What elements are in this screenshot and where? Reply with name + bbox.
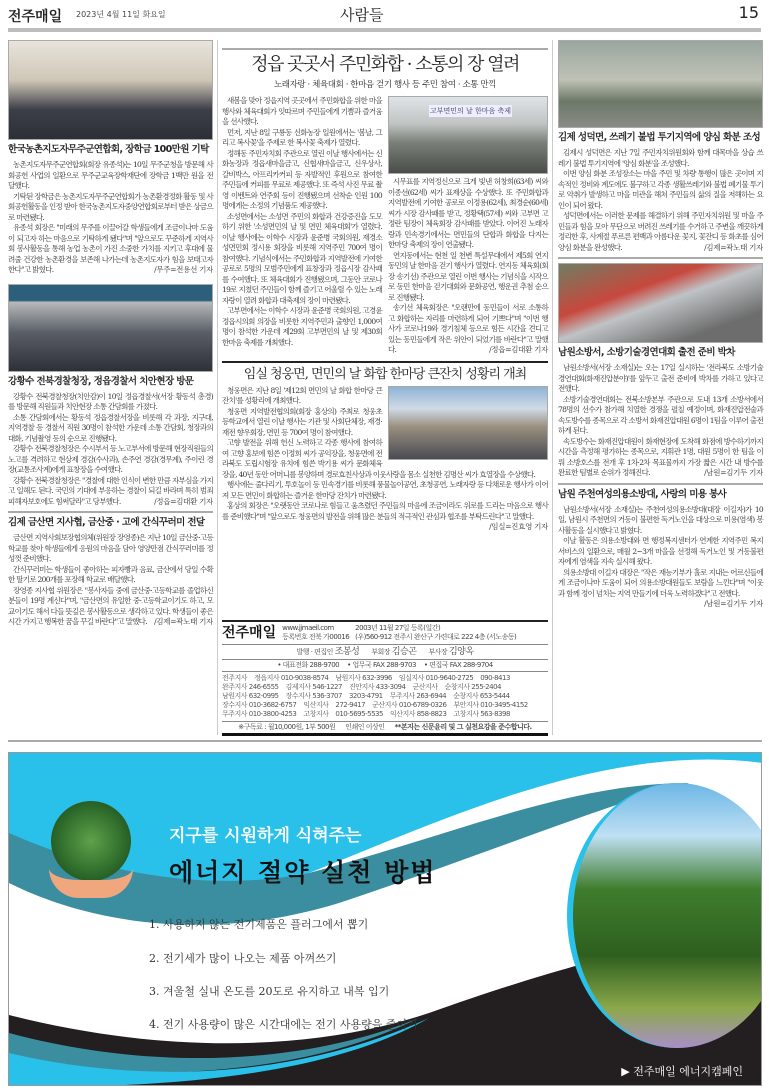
paragraph-text: 의용소방대 이길자 대장은 "작은 재능기부가 홀로 지내는 어르신들에게 조금이나마 도움이 되어 의용소방대원들도 보람을 느낀다"며 "이웃과 함께 정이 넘치는 지역 만들기에 더욱 노력하겠다"고 전했다.	[558, 567, 763, 598]
branch-contact: 익산지사 858-8823	[389, 710, 447, 718]
second-article-body	[222, 386, 548, 533]
branch-contact: 고창지사	[303, 710, 329, 718]
paragraph: 새봄을 맞아 정읍지역 곳곳에서 주민화합을 위한 마을 행사와 체육대회가 잇따르며 주민들에게 기쁨과 즐거움을 선사했다.	[222, 96, 382, 126]
article-body	[8, 392, 213, 508]
article-body	[222, 96, 382, 356]
branch-contact: 전주지사	[222, 674, 248, 682]
main-headline: 정읍 곳곳서 주민화합 · 소통의 장 열려	[251, 54, 519, 75]
branch-contact: 272-9417	[335, 701, 366, 709]
paragraph	[558, 211, 763, 253]
paragraph: 정해동 주민자치회 주관으로 열린 이날 행사에서는 신화농장과 정읍새마을금고, 신협새마을금고, 신우상사, 갈비박스, 아프리카커피 등 자발적인 후원으로 참여한 주민들에 커피를 무료로 제공했다. 또 즉석 사진 무료 촬영 이벤트와 연주회 등이 진행됐으며 선착순 인원 100명에게는 소정의 기념품도 제공했다.	[222, 148, 382, 210]
registration-number: 등록번호 전북 가00016	[282, 633, 350, 641]
branch-contact: 진안지사 433-3094	[348, 683, 406, 691]
ad-title: 에너지 절약 실천 방법	[169, 858, 437, 887]
branch-contact: 무주지사 010-3800-4253	[222, 710, 297, 718]
printer: 인쇄인 이상인	[345, 723, 385, 731]
article-divider	[8, 511, 213, 513]
campaign-label	[621, 1063, 743, 1079]
branch-contact: 군산지사 010-6789-0326	[372, 701, 447, 709]
article-divider	[558, 257, 763, 259]
paragraph: 강황수 전북경찰청장은 수시부서 등 노고부서에 방문해 현장직원들의 노고를 격려하고 현상제 경감(수사과), 손주연 경감(경무계), 주이린 경장(교통조사계)에게 표창장을 수여했다.	[8, 444, 213, 474]
branch-contact: 고창지사 563-8398	[453, 710, 510, 718]
publisher: 발행 · 편집인 조봉성	[296, 647, 360, 657]
branch-contact: 장수지사 536-3707	[285, 692, 342, 700]
tip-item: 1. 사용하지 않는 전기제품은 플러그에서 뽑기	[149, 918, 369, 931]
branch-contact: 무주지사 263-6944	[389, 692, 447, 700]
paragraph: 이날 활동은 의용소방대와 면 행정복지센터가 연계한 지역주민 복지서비스의 일환으로, 매월 2~3개 마을을 선정해 독거노인 및 거동불편자에게 염색을 지속 실시해 왔다.	[558, 536, 763, 566]
tip-item: 3. 겨울철 실내 온도를 20도로 유지하고 내복 입기	[149, 985, 390, 998]
article-headline: 임실 청웅면, 면민의 날 화합 한마당 큰잔치 성황리 개최	[243, 366, 527, 382]
article-headline: 남원소방서, 소방기술경연대회 출전 준비 박차	[558, 347, 735, 358]
paragraph: 소방기술경연대회는 전북소방본부 주관으로 도내 13개 소방서에서 78명의 선수가 참가해 치열한 경쟁을 펼칠 예정이며, 화재진압전술과 속도방수를 종목으로 각 소방서 화재진압대원 6명이 1팀을 이루어 출전하게 된다.	[558, 394, 763, 435]
byline: /남원=김기두 기자	[704, 468, 763, 477]
article-body	[558, 363, 763, 479]
header-rule	[8, 28, 761, 32]
article-headline: 강황수 전북경찰청장, 정읍경찰서 치안현장 방문	[8, 375, 194, 387]
paragraph: 이번 양심 화분 조성장소는 마을 주민 및 차량 통행이 많은 곳이며 지속적인 정비와 계도에도 불구하고 각종 생활쓰레기와 불법 폐기물 투기로 악취가 발생하고 마을 미관을 해쳐 주민들의 삶의 질을 저해하는 요인이 되어 왔다.	[558, 169, 763, 210]
paragraph	[222, 501, 549, 531]
branch-contact: 완주지사 246-6555	[222, 683, 279, 691]
branch-contact: 010-5695-5535	[335, 710, 383, 718]
section-title: 사람들	[340, 6, 384, 24]
tip-item: 2. 전기세가 많이 나오는 제품 아껴쓰기	[149, 952, 337, 965]
branch-contact: 순창지사 255-2404	[444, 683, 501, 691]
branch-contact: 김제지사 546-1227	[285, 683, 342, 691]
address: (우)560-912 전주시 완산구 가련대로 222 4층 (서노송동)	[355, 633, 517, 641]
article-photo	[558, 40, 763, 128]
play-triangle-icon: ▶	[621, 1065, 634, 1078]
article-headline: 김제 금산면 지사협, 금산중 · 고에 간식꾸러미 전달	[8, 517, 205, 528]
vice-president: 부사장 김양옥	[428, 647, 474, 657]
page-number: 15	[738, 3, 759, 22]
subscription-price: ※구독료 : 월10,000원, 1부 500원	[238, 723, 336, 731]
paragraph-text: 성덕면에서는 이러한 문제를 해결하기 위해 주민자치위원 및 마을 주민들과 힘을 모아 무단으로 버려진 쓰레기를 수거하고 주변을 깨끗하게 정리한 후, 사계절 푸르른 편백과 아름다운 꽃지, 꽃잔디 등 화초를 심어 양심 화분을 완성했다.	[558, 211, 763, 252]
main-phone: • 대표전화 288-9700	[277, 661, 340, 669]
campaign-text: 전주매일 에너지캠페인	[633, 1065, 743, 1078]
branch-contact: 순창지사 653-5444	[453, 692, 510, 700]
article-photo	[8, 40, 213, 140]
branch-contact: 군산지사	[412, 683, 438, 691]
business-fax: • 업무국 FAX 288-9703	[347, 661, 416, 669]
paragraph: 간식꾸러미는 학생들이 좋아하는 피자빵과 음료, 금산에서 당일 수확한 딸기로 200개를 포장해 학교로 배달했다.	[8, 564, 213, 584]
branch-contact: 익산지사	[303, 701, 329, 709]
column-divider	[217, 40, 218, 735]
byline: /김제=곽노태 기자	[704, 242, 763, 252]
byline: /김제=곽노태 기자	[154, 617, 213, 626]
paragraph-text: 들의 마음에 조금이라도 위로를 드리는 마음으로 행사를 준비했다"며 "앞으로도 청웅면의 발전을 위해 많은 분들의 적극적인 관심과 협조를 부탁드린다"고 말했다.	[222, 501, 549, 521]
page-divider	[8, 740, 762, 742]
right-column	[558, 40, 763, 610]
paragraph: 남원소방서(서장 소재실)는 주천여성의용소방대(대장 이길자)가 10일, 남원시 주천면의 거동이 불편한 독거노인을 대상으로 미용(염색) 봉사활동을 실시했다고 밝혔다.	[558, 504, 763, 535]
paragraph-text: 장영종 지사협 위원장은 "봉사자들 중에 금산중·고등학교를 졸업하신 분들이 19명 계신다"며, "금산면의 유일한 중·고등학교이기도 하고, 모교이기도 해서 다들 뜻깊은 봉사활동으로 생각하고 있다. 학생들이 좋은 시간 가지고 행복한 꿈을 꾸길 바란다"고 말했다.	[8, 585, 213, 626]
photo-banner-text: 고부면민의 날 한마음 축제	[430, 107, 512, 115]
branch-contact: 남원지사 632-0995	[222, 692, 279, 700]
paragraph	[8, 586, 213, 628]
masthead	[222, 620, 548, 736]
article-divider	[558, 483, 763, 485]
paragraph: 먼저, 지난 8일 구룡동 신화농장 일원에서는 '봄날, 그리고 복사꽃'을 주제로 한 복사꽃 축제가 열렸다.	[222, 127, 382, 147]
article-photo	[558, 263, 763, 343]
article-body	[8, 533, 213, 628]
article-divider	[222, 48, 548, 50]
center-column	[222, 48, 548, 736]
paragraph: 청웅면은 지난 8일 '제12회 면민의 날 화합 한마당 큰잔치'를 성황리에 개최했다.	[222, 385, 382, 405]
paragraph: 청웅면 지역발전협의회(회장 홍상의) 주최로 청웅초등학교에서 열린 이날 행사는 기관 및 사회단체장, 재경·재전 향우회장, 면민 등 700여 명이 참여했다.	[222, 406, 382, 437]
branch-contact: 장수지사 010-3682-6757	[222, 701, 297, 709]
paragraph-text: 유종석 회장은 "미래의 무주를 이끌어갈 학생들에게 조금이나마 도움이 되고자 하는 마음으로 기탁하게 됐다"며 "앞으로도 꾸준하게 지역사회 봉사활동을 통해 농업 농촌이 가진 소중한 가치를 지키고 후대에 물려줄 건강한 농촌환경을 보존해 나가는데 농촌지도자가 힘을 보태고자 한다"고 밝혔다.	[8, 223, 213, 274]
article-body	[558, 505, 763, 610]
branch-contact: 090-8413	[480, 674, 510, 682]
paragraph: 소성면에서는 소성면 주민의 화합과 건강증진을 도모하기 위한 '소성면민의 날 및 면민 체육대회'가 열렸다. 이날 행사에는 이학수 시장과 윤준병 국회의원, 재경소성면민회 정시용 회장을 비롯해 지역주민 700여 명이 참여했다. 기념식에서는 주민화합과 지역발전에 기여한 공로로 5명의 모범주민에게 표창장과 정읍시장 감사패를 수여했다. 또 체육대회가 진행됐으며, 그동안 코로나19로 지쳤던 주민들이 함께 즐기고 어울릴 수 있는 노래자랑이 열려 화합과 대축제의 장이 마련됐다.	[222, 211, 382, 305]
paragraph: 행사에는 줄다리기, 투호놀이 등 민속경기를 비롯해 풍물놀이공연, 초청공연, 노래자랑 등 다채로운 행사가 이어져 모든 면민이 화합하는 즐거운 한마당 잔치가 마련됐다.	[222, 480, 548, 500]
column-divider	[552, 40, 553, 735]
masthead-logo: 전주매일	[222, 625, 277, 641]
paragraph-text: 홍상의 회장은 "오랫동안 코로나로 힘들고 움츠렸던 주민	[227, 501, 393, 510]
article-photo	[388, 96, 548, 174]
paragraph: 기탁된 장학금은 농촌지도자무주군연합회가 농촌환경정화 활동 및 사회공헌활동을 인정 받아 한국농촌지도자중앙연합회로부터 받은 상금으로 마련됐다.	[8, 191, 213, 222]
paragraph: 김제시 성덕면은 지난 7일 주민자치위원회와 함께 대목마을 상습 쓰레기 불법 투기지역에 '양심 화분'을 조성했다.	[558, 148, 763, 168]
paragraph: 연지동에서는 현천 일 천변 특설무대에서 제5회 연지동민의 날 한마음 걷기 행사가 열렸다. 연지동 체육회(회장 송기선) 주관으로 열린 이번 행사는 기념식을 시작으로 동민 한마음 걷기대회와 문화공연, 행운권 추첨 순으로 진행됐다.	[388, 250, 548, 302]
byline: /정읍=김대환 기자	[154, 496, 213, 506]
article-photo	[8, 284, 213, 372]
paragraph	[8, 476, 213, 508]
paragraph: 소통 간담회에서는 황동석 정읍경찰서장을 비롯해 각 과장, 지구대, 지역경찰 등 경찰서 직원 30명이 참석한 가운데 소통 간담회, 청장과의 대화, 기념촬영 등의 순으로 진행됐다.	[8, 412, 213, 443]
branch-contact: 정읍지사 010-9038-8574	[254, 674, 329, 682]
website-link[interactable]: www.jjmaeil.com	[282, 624, 334, 632]
main-subheadline: 노래자랑 · 체육대회 · 한마음 걷기 행사 등 주민 참여 · 소통 만끽	[274, 80, 496, 90]
byline: /임실=진효영 기자	[489, 522, 548, 531]
branch-contact: 임실지사 010-9640-2725	[398, 674, 474, 682]
article-body	[388, 96, 548, 356]
paragraph-text: 송기선 체육회장은 "오랜만에 동민들이 서로 소통하고 화합하는 자리를 마련하게 되어 기쁘다"며 "이번 행사가 코로나19와 경기침체 등으로 힘든 시간을 견디고 있는 동민들에게 작은 위안이 되었기를 바란다"고 말했다.	[388, 303, 548, 354]
article-headline: 남원 주천여성의용소방대, 사랑의 미용 봉사	[558, 488, 727, 500]
paragraph: 고부면에서는 이학수 시장과 윤준병 국회의원, 고경윤 정읍시의회 의장을 비롯한 지역주민과 출향인 1,000여 명이 참석한 가운데 제29회 고부면민의 날 및 제30회 한마음 축제를 개최했다.	[222, 306, 382, 347]
vice-chairman: 부회장 김승곤	[371, 647, 417, 657]
paragraph	[558, 567, 763, 608]
paragraph: 시무표를 지역정신으로 크게 빛낸 허창희(63세) 씨와 이종선(62세) 씨가 표제상을 수상했다. 또 주민화합과 지역발전에 기여한 공로로 이정용(62세), 최경순(60세) 씨가 시장 감사패를 받고, 정황택(57세) 씨와 고부면 고정란 팀장이 체육회장 감사패를 받았다. 이어진 노래자랑과 민속경기에서는 면민들의 단합과 화합을 다지는 한마당 축제의 장이 연출됐다.	[388, 177, 548, 249]
paragraph: 농촌지도자무주군연합회(회장 유종석)는 10일 무주군청을 방문해 사회공헌 사업의 일환으로 무주군교육장학재단에 장학금 1백만 원을 전달했다.	[8, 160, 213, 190]
byline: /남원=김기두 기자	[704, 599, 763, 608]
paragraph: 고향 발전을 위해 헌신 노력하고 각종 행사에 참여하여 고향 홍보에 힘쓴 이정희 씨가 공익장을, 청웅면에 전라북도 도립시험장 유치에 힘쓴 박기용 씨가 문화체육장을, 40년 동안 어머니를 봉양하며 경로효친사상과 이웃사랑을 몸소 실천한 김명산 씨가 효열장을 수상했다.	[222, 438, 536, 479]
article-headline: 김제 성덕면, 쓰레기 불법 투기지역에 양심 화분 조성	[558, 132, 761, 143]
paragraph: 금산면 지역사회보장협의체(위원장 장영종)은 지난 10일 금산중·고등학교를 찾아 학생들에게 응원의 마음을 담아 영양만점 간식꾸러미를 정성껏 준비했다.	[8, 533, 213, 563]
branch-directory	[222, 672, 548, 721]
paragraph: 강황수 전북경찰청장(치안감)이 10일 정읍경찰서(서장 황동석 총경)를 방문해 직원들과 치안현장 소통 간담회를 가졌다.	[8, 391, 213, 411]
main-article	[222, 96, 548, 356]
editorial-fax: • 편집국 FAX 288-9704	[423, 661, 493, 669]
registration-date: 2003년 11월 27일 등록(일간)	[355, 624, 441, 632]
newspaper-brand: 전주매일	[8, 9, 63, 25]
byline: /무주=전용선 기자	[154, 265, 213, 274]
article-body	[8, 160, 213, 276]
article-headline: 한국농촌지도자무주군연합회, 장학금 100만원 기탁	[8, 144, 209, 155]
tip-item: 4. 전기 사용량이 많은 시간대에는 전기 사용량을 줄이기	[149, 1018, 418, 1031]
article-body	[558, 148, 763, 253]
article-divider	[222, 361, 548, 363]
paragraph-text: 속도방수는 화재진압대원이 화재현장에 도착해 화점에 방수하기까지 시간을 측정해 평가하는 종목으로, 지휘관 1명, 대원 5명이 한 팀을 이뤄 소방호스를 전개 후 1차·2차 목표물까지 가장 짧은 시간 내 방수를 완료한 팀별로 순위가 정해진다.	[558, 436, 763, 477]
branch-contact: 3203-4791	[348, 692, 383, 700]
paragraph: 남원소방서(서장 소재실)는 오는 17일 실시하는 '전라북도 소방기술경연대회(화재진압분야)'를 앞두고 출전 준비에 박차를 가하고 있다고 전했다.	[558, 363, 763, 393]
paragraph	[388, 303, 548, 356]
left-column	[8, 40, 213, 628]
ad-kicker: 지구를 시원하게 식혀주는	[169, 826, 362, 846]
paragraph-text: 강황수 전북경찰청장은 "경찰에 대한 인식이 변한 만큼 자부심을 가지고 일해도 된다. 국민의 기대에 부응하는 경찰이 되길 바라며 특히 범죄 피해자보호에도 힘써달라"고 당부했다.	[8, 475, 213, 506]
branch-contact: 남원지사 632-3996	[335, 674, 392, 682]
byline: /정읍=김대환 기자	[489, 345, 548, 354]
paragraph	[558, 437, 763, 479]
article-photo	[388, 386, 548, 460]
issue-date: 2023년 4월 11일 화요일	[76, 10, 166, 19]
ethics-statement: **본지는 신문윤리 및 그 실천요강을 준수합니다.	[394, 723, 532, 731]
paragraph	[8, 223, 213, 276]
branch-contact: 부안지사 010-3495-4152	[453, 701, 528, 709]
energy-campaign-ad	[8, 752, 762, 1086]
